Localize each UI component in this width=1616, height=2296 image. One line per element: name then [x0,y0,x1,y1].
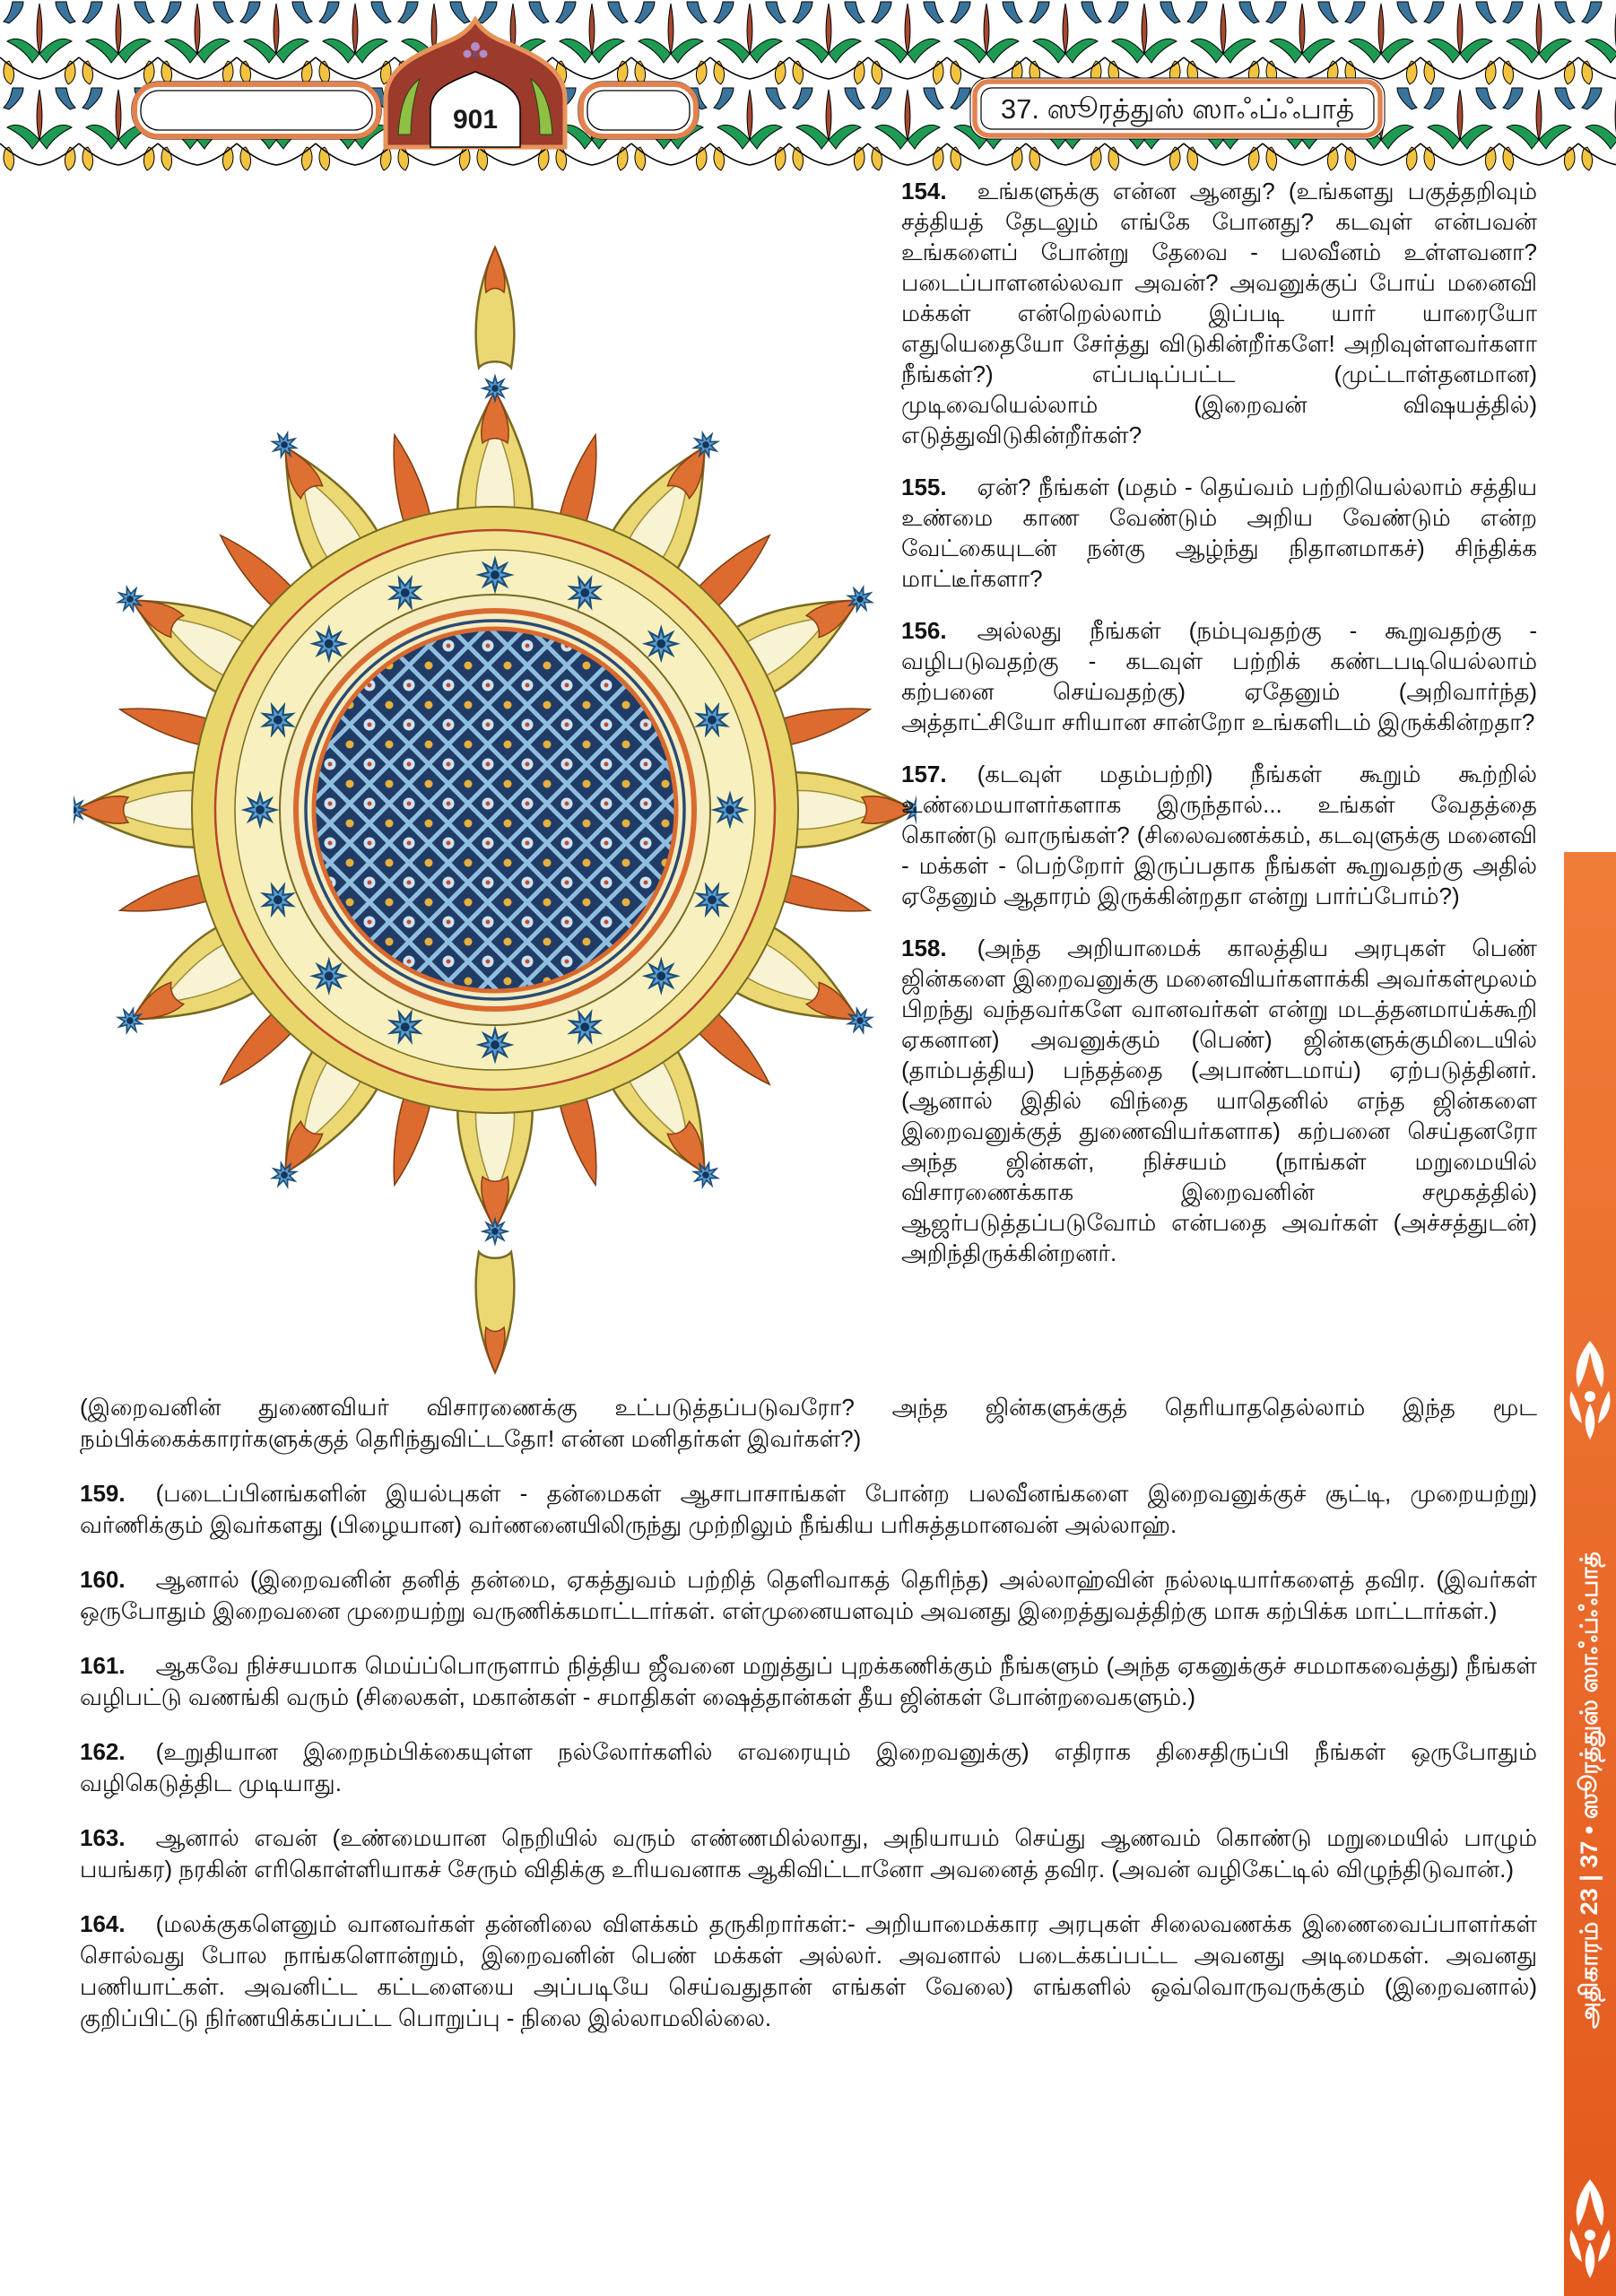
verse-number: 154. [901,178,947,204]
surah-title: 37. ஸூரத்துஸ் ஸாஃப்ஃபாத் [1000,93,1355,125]
verse-number: 159. [80,1480,126,1507]
verse-number: 163. [80,1824,126,1851]
verse-column [901,176,1537,1290]
verse-161 [80,1650,1537,1713]
verse-text: (படைப்பினங்களின் இயல்புகள் - தன்மைகள் ஆசாபாசாங்கள் போன்ற பலவீனங்களை இறைவனுக்குச் சூட்டி, முறையற்று) வர்ணிக்கும் இவர்களது (பிழையான) வர்ணனையிலிருந்து முற்றிலும் நீங்கிய பரிசுத்தமானவன் அல்லாஹ். [80,1480,1537,1538]
verse-text: ஆனால் (இறைவனின் தனித் தன்மை, ஏகத்துவம் பற்றித் தெளிவாகத் தெரிந்த) அல்லாஹ்வின் நல்லடியார்களைத் தவிர. (இவர்கள் ஒருபோதும் இறைவனை முறையற்று வருணிக்கமாட்டார்கள். எள்முனையளவும் அவனது இறைத்துவத்திற்கு மாசு கற்பிக்க மாட்டார்கள்.) [80,1566,1537,1624]
verse-number: 156. [901,617,947,644]
verse-text: ஏன்? நீங்கள் (மதம் - தெய்வம் பற்றியெல்லாம் சத்திய உண்மை காண வேண்டும் அறிய வேண்டும் என்ற வேட்கையுடன் நன்கு ஆழ்ந்து நிதானமாகச்) சிந்திக்க மாட்டீர்களா? [901,474,1537,592]
verse-158-continuation [80,1392,1537,1455]
sidebar-label: அதிகாரம் 23 | 37 • ஸூரத்துஸ் ஸாஃப்ஃபாத் [1576,1551,1603,2030]
header-ornament-border [0,0,1616,179]
sidebar-band [1564,852,1616,2296]
verse-158 [901,933,1537,1268]
verse-number: 161. [80,1652,126,1679]
left-cartouche [132,82,381,139]
right-small-cartouche [578,82,699,139]
verse-159 [80,1478,1537,1541]
verse-number: 164. [80,1910,126,1937]
verse-text: (இறைவனின் துணைவியர் விசாரணைக்கு உட்படுத்தப்படுவரோ? அந்த ஜின்களுக்குத் தெரியாததெல்லாம் இந்த மூட நம்பிக்கைக்காரர்களுக்குத் தெரிந்துவிட்டதோ! என்ன மனிதர்கள் இவர்கள்?) [80,1394,1537,1452]
verse-155 [901,472,1537,594]
verse-157 [901,759,1537,911]
verse-text: ஆனால் எவன் (உண்மையான நெறியில் வரும் எண்ணமில்லாது, அநியாயம் செய்து ஆணவம் கொண்டு மறுமையில் பாழும் பயங்கர) நரகின் எரிகொள்ளியாகச் சேரும் விதிக்கு உரியவனாக ஆகிவிட்டானோ அவனைத் தவிர. (அவன் வழிகேட்டில் விழுந்திடுவான்.) [80,1824,1537,1883]
verse-number: 158. [901,935,947,961]
rosette-medallion [74,231,917,1388]
verse-text: (அந்த அறியாமைக் காலத்திய அரபுகள் பெண் ஜின்களை இறைவனுக்கு மனைவியர்களாக்கி அவர்கள்மூலம் பிறந்து வந்தவர்களே வானவர்கள் என்று மடத்தனமாய்க்கூறி ஏகனான) அவனுக்கும் (பெண்) ஜின்களுக்குமிடையில் (தாம்பத்திய) பந்தத்தை (அபாண்டமாய்) ஏற்படுத்தினர். (ஆனால் இதில் விந்தை யாதெனில் எந்த ஜின்களை இறைவனுக்குத் துணைவியர்களாக) கற்பனை செய்தனரோ அந்த ஜின்கள், நிச்சயம் (நாங்கள் மறுமையில் விசாரணைக்காக இறைவனின் சமூகத்தில்) ஆஜர்படுத்தப்படுவோம் என்பதை அவர்கள் (அச்சத்துடன்) அறிந்திருக்கின்றனர். [901,935,1537,1266]
rosette-center-lattice [314,629,676,991]
verse-text: (மலக்குகளெனும் வானவர்கள் தன்னிலை விளக்கம் தருகிறார்கள்:- அறியாமைக்கார அரபுகள் சிலைவணக்க இணைவைப்பாளர்கள் சொல்வது போல நாங்களொன்றும், இறைவனின் பெண் மக்கள் அல்லர். அவனால் படைக்கப்பட்ட அவனது அடிமைகள். அவனது பணியாட்கள். அவனிட்ட கட்டளையை அப்படியே செய்வதுதான் எங்கள் வேலை) எங்களில் ஒவ்வொருவருக்கும் (இறைவனால்) குறிப்பிட்டு நிர்ணயிக்கப்பட்ட பொறுப்பு - நிலை இல்லாமலில்லை. [80,1910,1537,2031]
verse-number: 155. [901,474,947,500]
title-cartouche [970,78,1385,139]
verse-164 [80,1909,1537,2034]
verse-156 [901,615,1537,737]
verse-154 [901,176,1537,450]
verse-163 [80,1822,1537,1885]
verse-number: 162. [80,1738,126,1765]
verse-text: உங்களுக்கு என்ன ஆனது? (உங்களது பகுத்தறிவும் சத்தியத் தேடலும் எங்கே போனது? கடவுள் என்பவன் உங்களைப் போன்று தேவை - பலவீனம் உள்ளவனா? படைப்பாளனல்லவா அவன்? அவனுக்குப் போய் மனைவி மக்கள் என்றெல்லாம் இப்படி யார் யாரையோ எதுயெதையோ சேர்த்து விடுகின்றீர்களே! அறிவுள்ளவர்களா நீங்கள்?) எப்படிப்பட்ட (முட்டாள்தனமான) முடிவையெல்லாம் (இறைவன் விஷயத்தில்) எடுத்துவிடுகின்றீர்கள்? [901,178,1537,448]
verse-number: 160. [80,1566,126,1593]
verse-text: அல்லது நீங்கள் (நம்புவதற்கு - கூறுவதற்கு - வழிபடுவதற்கு - கடவுள் பற்றிக் கண்டபடியெல்லாம் கற்பனை செய்வதற்கு) ஏதேனும் (அறிவார்ந்த) அத்தாட்சியோ சரியான சான்றோ உங்களிடம் இருக்கின்றதா? [901,617,1537,735]
verse-160 [80,1564,1537,1627]
verse-number: 157. [901,761,947,787]
verse-full-width-block [80,1392,1537,2057]
verse-text: ஆகவே நிச்சயமாக மெய்ப்பொருளாம் நித்திய ஜீவனை மறுத்துப் புறக்கணிக்கும் நீங்களும் (அந்த ஏகனுக்குச் சமமாகவைத்து) நீங்கள் வழிபட்டு வணங்கி வரும் (சிலைகள், மகான்கள் - சமாதிகள் ஷைத்தான்கள் தீய ஜின்கள் போன்றவைகளும்.) [80,1652,1537,1710]
verse-162 [80,1736,1537,1799]
page-number: 901 [452,105,499,135]
rosette-art [74,231,917,1388]
verse-text: (உறுதியான இறைநம்பிக்கையுள்ள நல்லோர்களில் எவரையும் இறைவனுக்கு) எதிராக திசைதிருப்பி நீங்கள் ஒருபோதும் வழிகெடுத்திட முடியாது. [80,1738,1537,1796]
verse-text: (கடவுள் மதம்பற்றி) நீங்கள் கூறும் கூற்றில் உண்மையாளர்களாக இருந்தால்... உங்கள் வேதத்தை கொண்டு வாருங்கள்? (சிலைவணக்கம், கடவுளுக்கு மனைவி - மக்கள் - பெற்றோர் இருப்பதாக நீங்கள் கூறுவதற்கு அதில் ஏதேனும் ஆதாரம் இருக்கின்றதா என்று பார்ப்போம்?) [901,761,1537,909]
